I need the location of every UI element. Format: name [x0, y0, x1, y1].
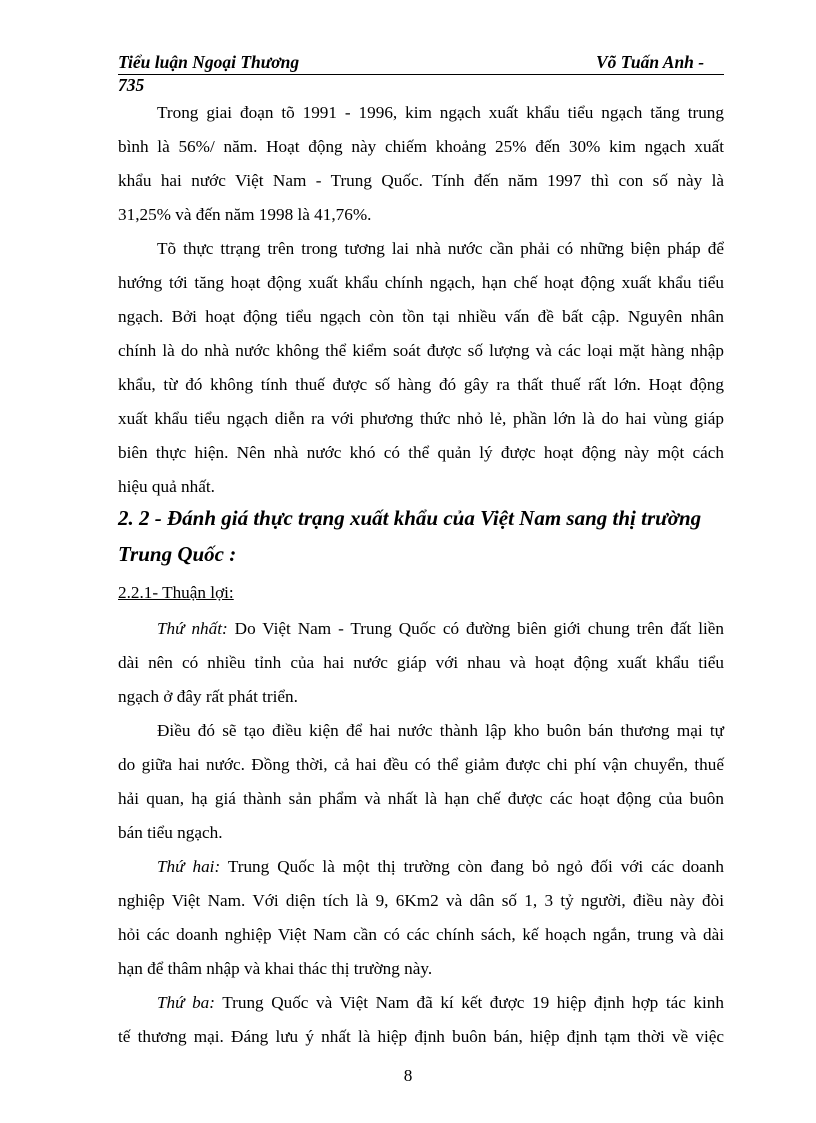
paragraph-line: Thứ ba: Trung Quốc và Việt Nam đã kí kết được 19 hiệp định hợp tác kinh: [157, 993, 724, 1012]
paragraph-line: khẩu, từ đó không tính thuế được số hàng đó gây ra thất thuế rất lớn. Hoạt động: [118, 375, 724, 394]
paragraph-line: hỏi các doanh nghiệp Việt Nam cần có các chính sách, kế hoạch ngắn, trung và dài: [118, 925, 724, 944]
paragraph-line: ngạch ở đây rất phát triển.: [118, 687, 298, 706]
paragraph-line: Trong giai đoạn tõ 1991 - 1996, kim ngạch xuất khẩu tiểu ngạch tăng trung: [157, 103, 724, 122]
lead-phrase: Thứ ba:: [157, 993, 215, 1012]
section-heading-cont: Trung Quốc :: [118, 542, 237, 566]
paragraph-line: tế thương mại. Đáng lưu ý nhất là hiệp định buôn bán, hiệp định tạm thời về việc: [118, 1027, 724, 1046]
paragraph-line: hiệu quả nhất.: [118, 477, 215, 496]
subsection-heading: 2.2.1- Thuận lợi:: [118, 583, 234, 602]
paragraph-line: bình là 56%/ năm. Hoạt động này chiếm khoảng 25% đến 30% kim ngạch xuất: [118, 137, 724, 156]
paragraph-line: biên thực hiện. Nên nhà nước khó có thể quản lý được hoạt động này một cách: [118, 443, 724, 462]
paragraph-line: Thứ hai: Trung Quốc là một thị trường còn đang bỏ ngỏ đối với các doanh: [157, 857, 724, 876]
paragraph-line: hải quan, hạ giá thành sản phẩm và nhất là hạn chế được các hoạt động của buôn: [118, 789, 724, 808]
paragraph-line: 31,25% và đến năm 1998 là 41,76%.: [118, 205, 372, 224]
header-number: 735: [118, 75, 145, 95]
paragraph-line: do giữa hai nước. Đồng thời, cả hai đều có thể giảm được chi phí vận chuyển, thuế: [118, 755, 724, 774]
paragraph-line: hạn để thâm nhập và khai thác thị trường này.: [118, 959, 433, 978]
paragraph-line: bán tiểu ngạch.: [118, 823, 223, 842]
header-title: Tiểu luận Ngoại Thương: [118, 52, 300, 72]
paragraph-line: xuất khẩu tiểu ngạch diễn ra với phương thức nhỏ lẻ, phần lớn là do hai vùng giáp: [118, 409, 724, 428]
header-author: Võ Tuấn Anh -: [596, 52, 705, 72]
paragraph-line: chính là do nhà nước không thể kiểm soát được số lượng và các loại mặt hàng nhập: [118, 341, 724, 360]
section-heading: 2. 2 - Đánh giá thực trạng xuất khẩu của Việt Nam sang thị trường: [118, 506, 702, 530]
paragraph-line: Điều đó sẽ tạo điều kiện để hai nước thành lập kho buôn bán thương mại tự: [157, 721, 724, 740]
lead-phrase: Thứ hai:: [157, 857, 221, 876]
paragraph-line: khẩu hai nước Việt Nam - Trung Quốc. Tính đến năm 1997 thì con số này là: [118, 171, 724, 190]
paragraph-line: ngạch. Bởi hoạt động tiểu ngạch còn tồn tại nhiều vấn đề bất cập. Nguyên nhân: [118, 307, 724, 326]
paragraph-line: dài nên có nhiều tỉnh của hai nước giáp với nhau và hoạt động xuất khẩu tiểu: [118, 653, 724, 672]
paragraph-line: Thứ nhất: Do Việt Nam - Trung Quốc có đường biên giới chung trên đất liền: [157, 619, 724, 638]
paragraph-line: nghiệp Việt Nam. Với diện tích là 9, 6Km2 và dân số 1, 3 tỷ người, điều này đòi: [118, 891, 724, 910]
paragraph-line: Tõ thực ttrạng trên trong tương lai nhà nước cần phải có những biện pháp để: [157, 239, 724, 258]
lead-phrase: Thứ nhất:: [157, 619, 228, 638]
page-number: 8: [403, 1066, 413, 1085]
paragraph-line: hướng tới tăng hoạt động xuất khẩu chính ngạch, hạn chế hoạt động xuất khẩu tiểu: [118, 273, 724, 292]
page-header: [118, 52, 724, 75]
